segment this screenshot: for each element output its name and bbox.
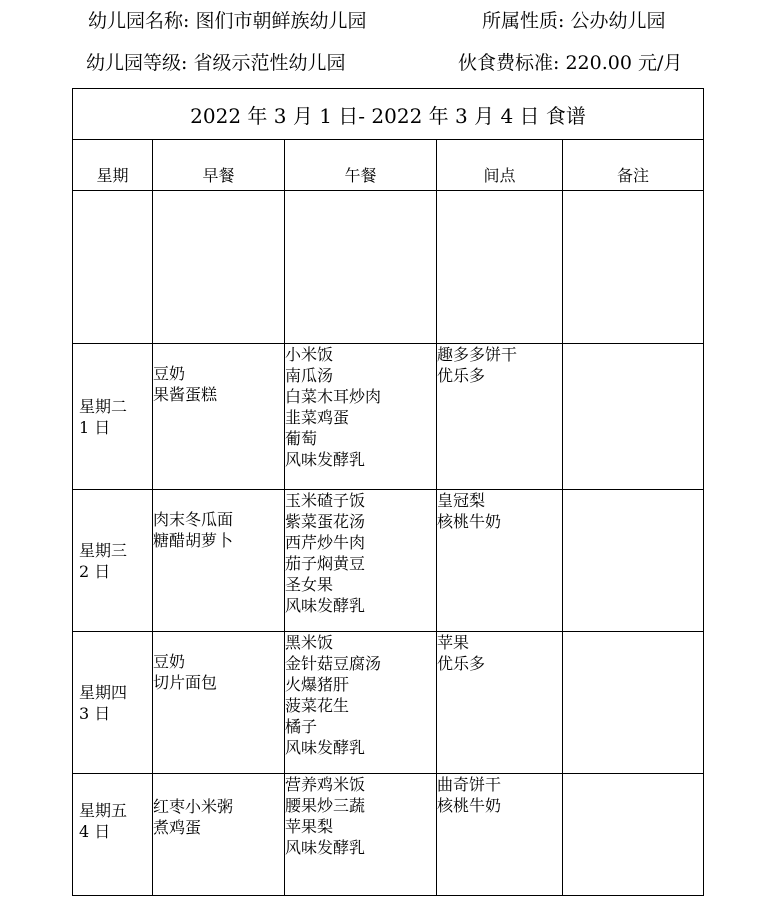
menu-item: 红枣小米粥	[153, 797, 234, 816]
date-label: 1 日	[79, 417, 111, 437]
lunch-cell	[285, 490, 437, 632]
weekday-cell	[73, 344, 153, 490]
menu-item: 风味发酵乳	[285, 838, 366, 857]
kindergarten-name: 幼儿园名称: 图们市朝鲜族幼儿园	[88, 10, 367, 32]
menu-item: 苹果	[437, 633, 470, 652]
menu-title: 2022 年 3 月 1 日- 2022 年 3 月 4 日 食谱	[73, 89, 704, 140]
date-label: 3 日	[79, 703, 111, 723]
menu-item: 圣女果	[285, 575, 334, 594]
menu-item: 玉米碴子饭	[285, 491, 366, 510]
snack-cell	[437, 490, 563, 632]
menu-item: 糖醋胡萝卜	[153, 531, 234, 550]
breakfast-cell	[153, 632, 285, 774]
menu-item: 豆奶	[153, 364, 186, 383]
snack-cell	[437, 344, 563, 490]
table-row	[73, 774, 704, 896]
column-header-snack: 间点	[437, 140, 563, 191]
table-row	[73, 490, 704, 632]
menu-item: 曲奇饼干	[437, 775, 502, 794]
weekday-label: 星期四	[79, 682, 128, 702]
menu-item: 切片面包	[153, 673, 218, 692]
kindergarten-nature: 所属性质: 公办幼儿园	[482, 10, 666, 32]
menu-item: 火爆猪肝	[285, 675, 350, 694]
date-label: 2 日	[79, 561, 111, 581]
snack-cell	[437, 632, 563, 774]
empty-cell	[563, 191, 704, 344]
menu-item: 优乐多	[437, 654, 486, 673]
menu-item: 肉末冬瓜面	[153, 510, 234, 529]
menu-item: 营养鸡米饭	[285, 775, 366, 794]
lunch-cell	[285, 632, 437, 774]
breakfast-cell	[153, 344, 285, 490]
table-row	[73, 632, 704, 774]
empty-cell	[153, 191, 285, 344]
weekday-label: 星期三	[79, 540, 128, 560]
date-label: 4 日	[79, 822, 111, 841]
menu-item: 优乐多	[437, 366, 486, 385]
weekday-cell	[73, 774, 153, 896]
menu-item: 西芹炒牛肉	[285, 533, 366, 552]
breakfast-cell	[153, 490, 285, 632]
lunch-cell	[285, 774, 437, 896]
breakfast-cell	[153, 774, 285, 896]
notes-cell	[563, 632, 704, 774]
menu-item: 风味发酵乳	[285, 450, 366, 469]
empty-row	[73, 191, 704, 344]
empty-cell	[73, 191, 153, 344]
empty-cell	[285, 191, 437, 344]
notes-cell	[563, 774, 704, 896]
menu-item: 白菜木耳炒肉	[285, 387, 382, 406]
menu-item: 茄子焖黄豆	[285, 554, 366, 573]
menu-item: 金针菇豆腐汤	[285, 654, 382, 673]
column-header-lunch: 午餐	[285, 140, 437, 191]
weekday-label: 星期二	[79, 396, 128, 416]
menu-item: 果酱蛋糕	[153, 385, 218, 404]
notes-cell	[563, 344, 704, 490]
weekday-label: 星期五	[79, 801, 128, 820]
menu-item: 葡萄	[285, 429, 318, 448]
menu-item: 苹果梨	[285, 817, 334, 836]
menu-item: 紫菜蛋花汤	[285, 512, 366, 531]
menu-item: 核桃牛奶	[437, 796, 502, 815]
empty-cell	[437, 191, 563, 344]
lunch-cell	[285, 344, 437, 490]
menu-item: 韭菜鸡蛋	[285, 408, 350, 427]
column-header-notes: 备注	[563, 140, 704, 191]
menu-item: 皇冠梨	[437, 491, 486, 510]
menu-item: 风味发酵乳	[285, 596, 366, 615]
menu-item: 豆奶	[153, 652, 186, 671]
menu-item: 橘子	[285, 717, 318, 736]
menu-item: 煮鸡蛋	[153, 818, 202, 837]
kindergarten-level: 幼儿园等级: 省级示范性幼儿园	[86, 52, 346, 74]
menu-item: 黑米饭	[285, 633, 334, 652]
menu-item: 趣多多饼干	[437, 345, 518, 364]
snack-cell	[437, 774, 563, 896]
notes-cell	[563, 490, 704, 632]
menu-item: 南瓜汤	[285, 366, 334, 385]
table-row	[73, 344, 704, 490]
column-header-breakfast: 早餐	[153, 140, 285, 191]
menu-item: 小米饭	[285, 345, 334, 364]
weekday-cell	[73, 490, 153, 632]
menu-item: 菠菜花生	[285, 696, 350, 715]
menu-item: 核桃牛奶	[437, 512, 502, 531]
weekday-cell	[73, 632, 153, 774]
menu-item: 风味发酵乳	[285, 738, 366, 757]
column-header-weekday: 星期	[73, 140, 153, 191]
menu-table	[72, 88, 704, 896]
meal-fee-standard: 伙食费标准: 220.00 元/月	[458, 52, 683, 74]
menu-item: 腰果炒三蔬	[285, 796, 366, 815]
column-header-row	[73, 140, 704, 191]
